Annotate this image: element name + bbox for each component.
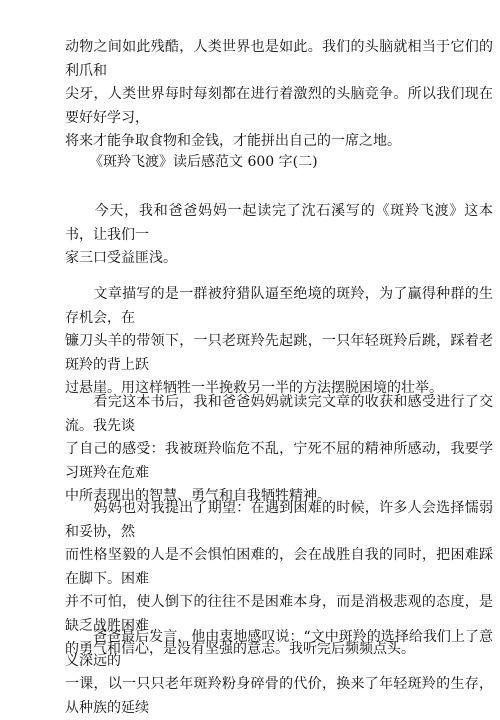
- paragraph-intro: 动物之间如此残酷，人类世界也是如此。我们的头脑就相当于它们的利爪和 尖牙，人类世界每时每刻都在进行着激烈的头脑竞争。所以我们现在要好好学习， 将来才能争取食物和金钱，才能拼出自己的一席之地。: [65, 39, 493, 149]
- section-heading: 《斑羚飞渡》读后感范文 600 字(二): [89, 154, 318, 170]
- paragraph-5: 爸爸最后发言，他由衷地感叹说：“文中斑羚的选择给我们上了意义深远的 一课，以一只只老年斑羚粉身碎骨的代价，换来了年轻斑羚的生存，从种族的延续: [65, 629, 493, 716]
- paragraph-1: 今天，我和爸爸妈妈一起读完了沈石溪写的《斑羚飞渡》这本书，让我们一 家三口受益匪浅。: [65, 203, 493, 266]
- paragraph-4: 妈妈也对我提出了期望：在遇到困难的时候，许多人会选择懦弱和妥协，然 而性格坚毅的人是不会惧怕困难的，会在战胜自我的同时，把困难踩在脚下。困难 并不可怕，使人倒下的往往不是困难本身，而是消极悲观的态度，是缺乏战胜困难 的勇气和信心，是没有坚强的意志。我听完后频频点头。: [65, 500, 493, 657]
- paragraph-3: 看完这本书后，我和爸爸妈妈就读完文章的收获和感受进行了交流。我先谈 了自己的感受：我被斑羚临危不乱，宁死不屈的精神所感动，我要学习斑羚在危难 中所表现出的智慧、勇气和自我牺牲精神。: [65, 394, 493, 504]
- paragraph-2: 文章描写的是一群被狩猎队逼至绝境的斑羚，为了赢得种群的生存机会，在 镰刀头羊的带领下，一只老斑羚先起跳，一只年轻斑羚后跳，踩着老斑羚的背上跃 过悬崖。用这样牺牲一半挽救另一半的方法摆脱困境的壮举。: [65, 286, 493, 396]
